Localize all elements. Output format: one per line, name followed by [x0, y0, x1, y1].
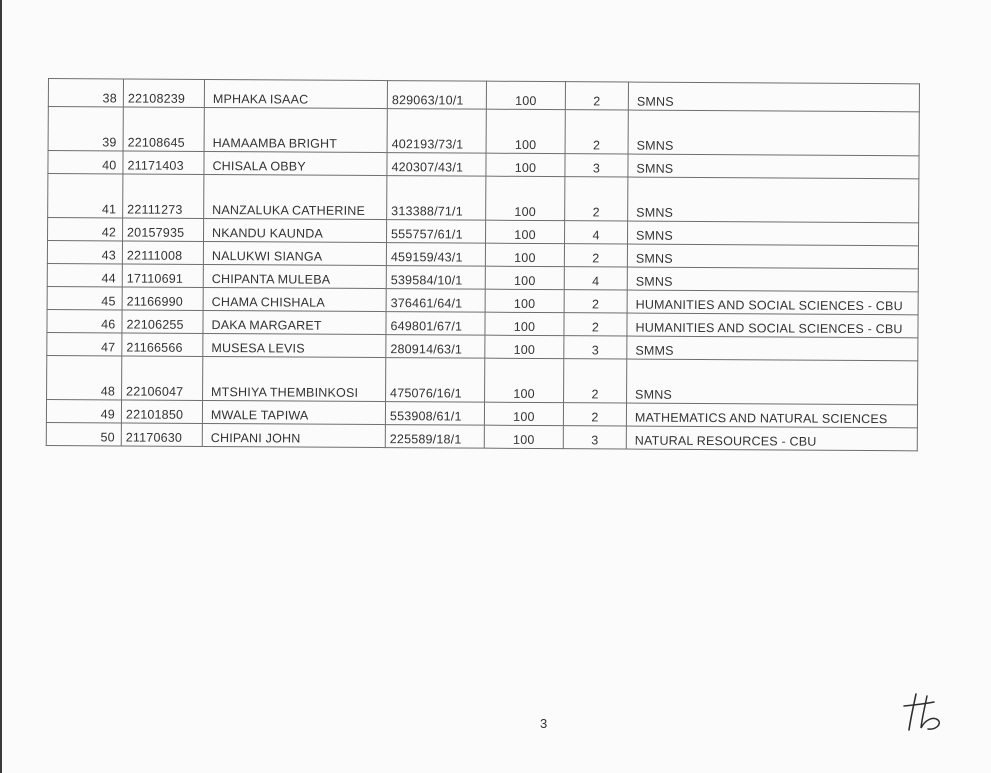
student-name: MPHAKA ISAAC	[204, 79, 387, 108]
year-of-study: 2	[564, 290, 627, 313]
table-row	[48, 174, 919, 223]
year-of-study: 2	[565, 110, 628, 154]
reference-code: 555757/61/1	[387, 220, 486, 244]
row-number: 48	[47, 355, 122, 399]
student-id: 17110691	[122, 264, 203, 287]
year-of-study: 2	[563, 403, 626, 426]
score: 100	[485, 335, 564, 358]
table-row	[48, 107, 919, 156]
student-id: 21166990	[122, 287, 203, 310]
reference-code: 459159/43/1	[386, 243, 485, 267]
student-name: NKANDU KAUNDA	[204, 218, 387, 242]
score: 100	[486, 109, 565, 153]
student-id: 22106255	[122, 310, 203, 333]
student-id: 21171403	[123, 151, 204, 174]
student-name: NANZALUKA CATHERINE	[204, 174, 387, 219]
school: NATURAL RESOURCES - CBU	[626, 426, 917, 451]
student-name: MWALE TAPIWA	[202, 400, 385, 424]
school: HUMANITIES AND SOCIAL SCIENCES - CBU	[627, 313, 918, 338]
school: SMNS	[628, 82, 919, 112]
row-number: 42	[48, 218, 123, 241]
row-number: 39	[48, 107, 123, 151]
student-id: 22106047	[122, 356, 203, 400]
student-name: NALUKWI SIANGA	[203, 241, 386, 265]
student-name: CHAMA CHISHALA	[203, 287, 386, 311]
reference-code: 539584/10/1	[386, 266, 485, 290]
student-id: 22111273	[123, 174, 204, 218]
student-name: HAMAAMBA BRIGHT	[204, 107, 387, 152]
student-id: 22108645	[123, 107, 204, 151]
student-id: 22101850	[121, 400, 202, 423]
year-of-study: 2	[564, 244, 627, 267]
row-number: 49	[46, 399, 121, 422]
score: 100	[486, 176, 565, 220]
year-of-study: 3	[564, 336, 627, 359]
school: SMNS	[628, 177, 919, 223]
year-of-study: 2	[565, 177, 628, 221]
reference-code: 376461/64/1	[386, 289, 485, 313]
row-number: 46	[47, 309, 122, 332]
student-id: 21166566	[122, 333, 203, 356]
student-name: CHISALA OBBY	[204, 151, 387, 175]
score: 100	[485, 358, 564, 402]
year-of-study: 2	[564, 313, 627, 336]
school: SMNS	[627, 359, 918, 405]
student-name: MTSHIYA THEMBINKOSI	[203, 356, 386, 401]
school: SMNS	[628, 110, 919, 156]
score: 100	[484, 425, 563, 448]
reference-code: 225589/18/1	[385, 425, 484, 449]
school: SMNS	[627, 244, 918, 269]
school: MATHEMATICS AND NATURAL SCIENCES	[626, 403, 917, 428]
school: SMNS	[628, 154, 919, 179]
reference-code: 313388/71/1	[387, 176, 486, 221]
score: 100	[486, 153, 565, 176]
row-number: 41	[48, 174, 123, 218]
student-id: 20157935	[123, 218, 204, 241]
student-id: 22108239	[123, 79, 204, 107]
student-name: CHIPANI JOHN	[202, 423, 385, 447]
row-number: 40	[48, 151, 123, 174]
row-number: 44	[47, 263, 122, 286]
reference-code: 475076/16/1	[386, 358, 485, 403]
reference-code: 553908/61/1	[385, 402, 484, 426]
school: SMNS	[627, 267, 918, 292]
year-of-study: 3	[563, 426, 626, 449]
score: 100	[485, 266, 564, 289]
row-number: 47	[47, 332, 122, 355]
school: HUMANITIES AND SOCIAL SCIENCES - CBU	[627, 290, 918, 315]
page-number: 3	[540, 716, 548, 731]
score: 100	[484, 402, 563, 425]
student-id: 21170630	[121, 423, 202, 446]
reference-code: 280914/63/1	[386, 335, 485, 359]
row-number: 50	[46, 422, 121, 445]
school: SMMS	[627, 336, 918, 361]
year-of-study: 4	[564, 267, 627, 290]
score: 100	[485, 243, 564, 266]
row-number: 43	[47, 241, 122, 264]
reference-code: 420307/43/1	[387, 153, 486, 177]
reference-code: 649801/67/1	[386, 312, 485, 336]
year-of-study: 2	[565, 82, 628, 110]
student-list-table	[46, 78, 920, 451]
score: 100	[485, 289, 564, 312]
row-number: 38	[48, 79, 123, 107]
score: 100	[485, 220, 564, 243]
student-name: MUSESA LEVIS	[203, 333, 386, 357]
reference-code: 402193/73/1	[387, 109, 486, 154]
score: 100	[486, 81, 565, 109]
student-name: DAKA MARGARET	[203, 310, 386, 334]
year-of-study: 4	[564, 221, 627, 244]
row-number: 45	[47, 286, 122, 309]
reference-code: 829063/10/1	[387, 81, 486, 110]
table-row	[47, 355, 918, 404]
student-id: 22111008	[122, 241, 203, 264]
score: 100	[485, 312, 564, 335]
handwritten-initials	[900, 690, 950, 735]
year-of-study: 3	[565, 154, 628, 177]
year-of-study: 2	[564, 359, 627, 403]
student-name: CHIPANTA MULEBA	[203, 264, 386, 288]
school: SMNS	[627, 221, 918, 246]
table-row	[46, 422, 917, 450]
